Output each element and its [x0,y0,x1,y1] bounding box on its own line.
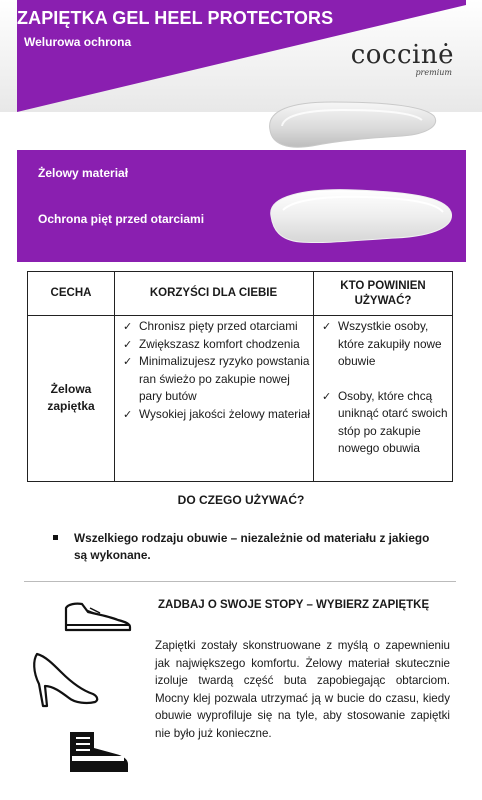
product-title: ZAPIĘTKA GEL HEEL PROTECTORS [17,8,334,28]
list-item: ✓ Zwiększasz komfort chodzenia [121,336,311,354]
check-icon: ✓ [123,355,133,368]
high-heel-icon [31,650,101,710]
check-icon: ✓ [322,389,332,403]
section-divider [24,581,456,582]
list-item: ✓ Minimalizujesz ryzyko powstania ran świeżo po zakupie nowej pary butów [123,354,310,403]
gel-insert-image-top [262,90,442,158]
feature-heel-protection: Ochrona pięt przed otarciami [38,212,205,226]
bullet-square-icon [53,535,58,540]
table-header-feature: CECHA [50,287,92,299]
usage-title: DO CZEGO UŻYWAĆ? [177,493,305,507]
brand-tagline: premium [415,68,452,77]
list-item: ✓ Wszystkie osoby, które zakupiły nowe obuwie [322,319,442,368]
care-description: Zapiętki zostały skonstruowane z myślą o zapewnieniu jak największego komfortu. Żelowy materiał skutecznie izoluje twardą część buta zapobiegając obtarciom. Mocny klej pozwala utrzymać ją w bucie do czasu, kiedy obuwie wyprofiluje się na tyle, aby stosowanie zapiętki nie było już konieczne. [155,639,450,740]
list-item: ✓ Osoby, które chcą uniknąć otarć swoich stóp po zakupie nowego obuwia [322,388,448,455]
list-item: ✓ Wysokiej jakości żelowy materiał [121,406,311,424]
table-row-label: Żelowa zapiętka [47,382,95,413]
benefits-list [121,318,311,423]
check-icon: ✓ [123,337,133,351]
list-item: ✓ Chronisz pięty przed otarciami [121,318,311,336]
gel-insert-image-bottom [265,182,455,252]
table-header-users: KTO POWINIEN UŻYWAĆ? [340,279,426,307]
check-icon: ✓ [322,320,332,333]
shoe-icon [62,598,134,634]
feature-gel-material: Żelowy materiał [38,166,129,180]
users-list [320,318,452,458]
brand-logo: coccinė [350,40,454,70]
usage-bullet: Wszelkiego rodzaju obuwie – niezależnie od materiału z jakiego są wykonane. [54,530,434,564]
care-title: ZADBAJ O SWOJE STOPY – WYBIERZ ZAPIĘTKĘ [158,599,430,611]
boot-icon [66,730,132,774]
product-subtitle: Welurowa ochrona [24,35,132,49]
table-header-benefits: KORZYŚCI DLA CIEBIE [149,287,278,299]
benefits-table [27,271,453,482]
check-icon: ✓ [123,407,133,421]
check-icon: ✓ [123,320,133,333]
